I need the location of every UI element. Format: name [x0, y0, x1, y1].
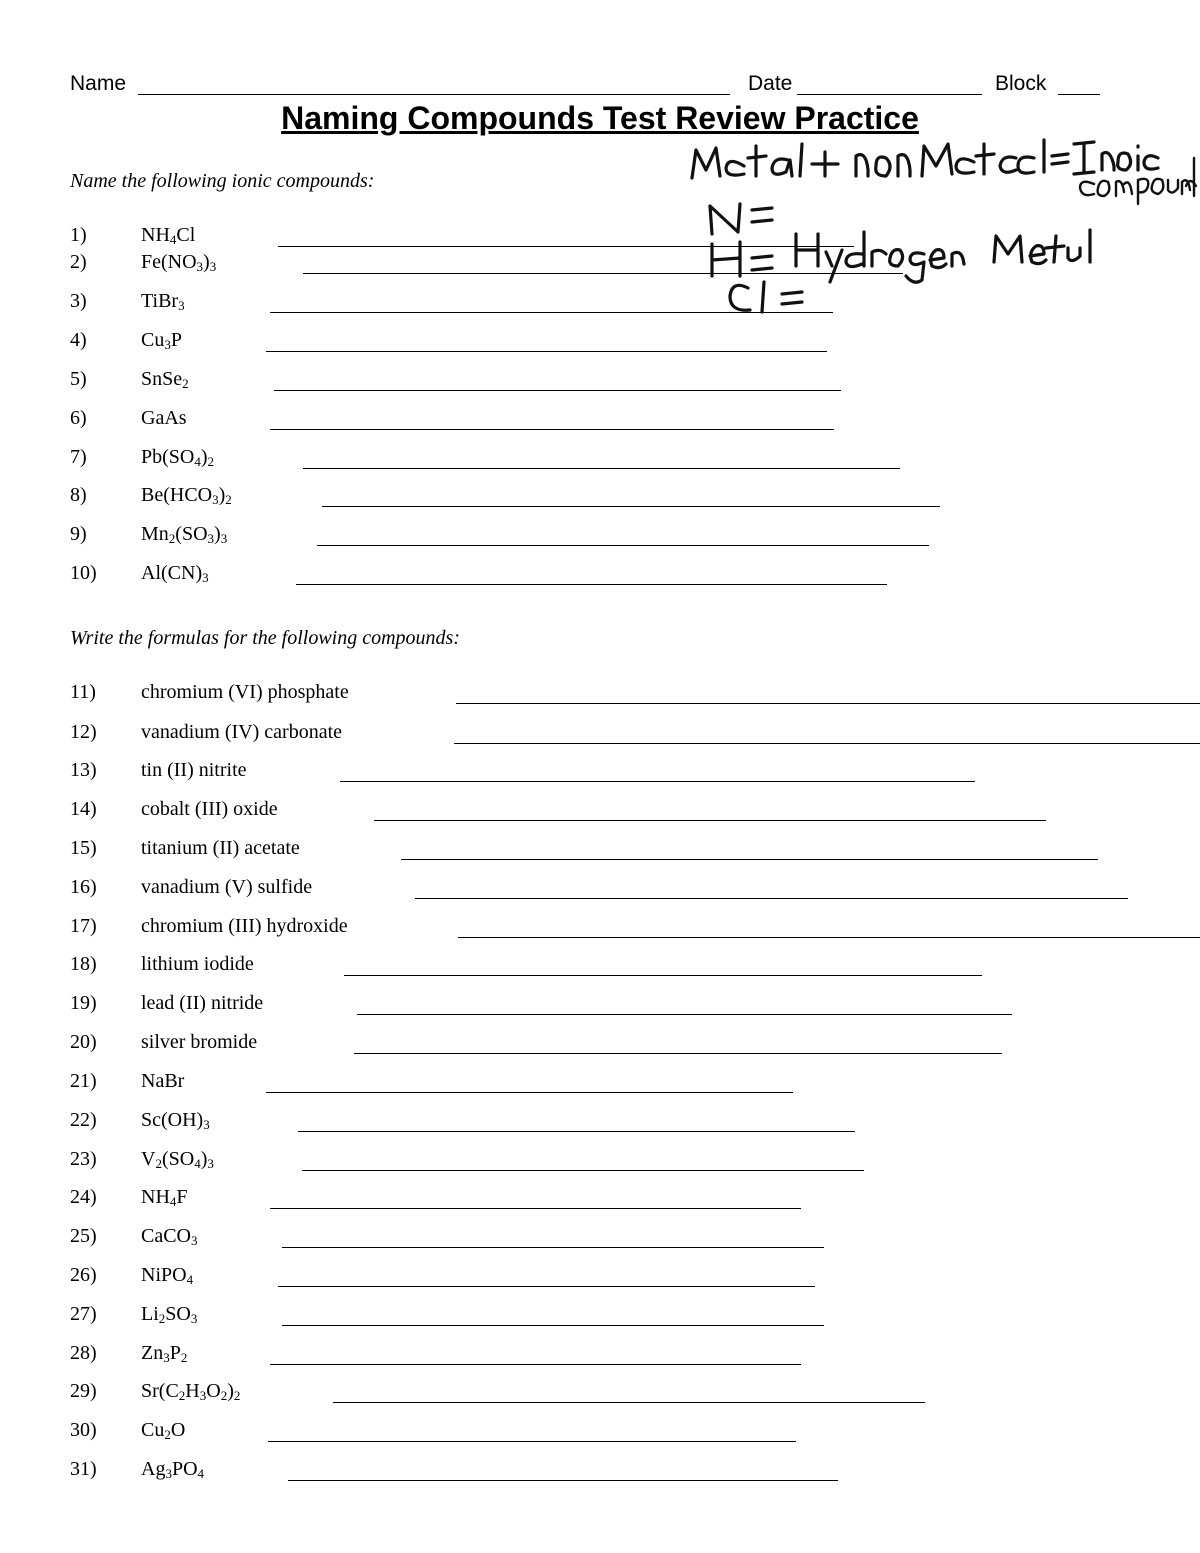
item-compound: titanium (II) acetate — [141, 837, 300, 859]
item-number: 4) — [70, 329, 87, 351]
answer-blank[interactable] — [274, 390, 841, 391]
answer-blank[interactable] — [288, 1480, 838, 1481]
handwriting-ionic-rule — [692, 140, 1158, 178]
handwriting-h — [712, 230, 1090, 282]
item-number: 13) — [70, 759, 97, 781]
item-number: 9) — [70, 523, 87, 545]
item-number: 19) — [70, 992, 97, 1014]
answer-blank[interactable] — [357, 1014, 1012, 1015]
item-compound: cobalt (III) oxide — [141, 798, 278, 820]
date-field[interactable] — [797, 94, 982, 95]
item-number: 20) — [70, 1031, 97, 1053]
item-compound: lead (II) nitride — [141, 992, 264, 1014]
answer-blank[interactable] — [458, 937, 1200, 938]
answer-blank[interactable] — [268, 1441, 796, 1442]
item-compound: $Mn_2(SO_3)_3$ — [141, 523, 228, 546]
handwriting-compound — [1080, 158, 1196, 204]
item-compound: vanadium (V) sulfide — [141, 876, 313, 898]
item-compound: CaCO$_3$ — [141, 1225, 198, 1248]
item-number: 16) — [70, 876, 97, 898]
answer-blank[interactable] — [344, 975, 982, 976]
block-label: Block — [995, 72, 1047, 95]
answer-blank[interactable] — [401, 859, 1098, 860]
item-number: 5) — [70, 368, 87, 390]
answer-blank[interactable] — [282, 1247, 824, 1248]
item-number: 18) — [70, 953, 97, 975]
item-number: 25) — [70, 1225, 97, 1247]
item-number: 29) — [70, 1380, 97, 1402]
item-compound: silver bromide — [141, 1031, 258, 1053]
item-number: 23) — [70, 1148, 97, 1170]
item-compound: $Li_2SO_3$ — [141, 1303, 198, 1326]
item-number: 30) — [70, 1419, 97, 1441]
item-compound: TiBr$_3$ — [141, 290, 185, 313]
item-number: 3) — [70, 290, 87, 312]
answer-blank[interactable] — [415, 898, 1128, 899]
answer-blank[interactable] — [270, 312, 833, 313]
item-compound: NiPO$_4$ — [141, 1264, 194, 1287]
item-number: 27) — [70, 1303, 97, 1325]
item-number: 2) — [70, 251, 87, 273]
item-number: 22) — [70, 1109, 97, 1131]
answer-blank[interactable] — [266, 1092, 793, 1093]
item-compound: $Sc(OH)_3$ — [141, 1109, 210, 1132]
handwriting-cl — [730, 282, 802, 312]
item-compound: lithium iodide — [141, 953, 254, 975]
section2-instruction: Write the formulas for the following compounds: — [70, 627, 460, 649]
answer-blank[interactable] — [270, 1364, 801, 1365]
item-compound: $Zn_3P_2$ — [141, 1342, 188, 1365]
page-title: Naming Compounds Test Review Practice — [281, 100, 919, 136]
name-field[interactable] — [138, 94, 730, 95]
item-compound: $Cu_2O$ — [141, 1419, 186, 1442]
item-number: 17) — [70, 915, 97, 937]
answer-blank[interactable] — [296, 584, 887, 585]
item-compound: $Pb(SO_4)_2$ — [141, 446, 215, 469]
item-compound: chromium (VI) phosphate — [141, 681, 349, 703]
answer-blank[interactable] — [374, 820, 1046, 821]
answer-blank[interactable] — [298, 1131, 855, 1132]
item-compound: $NH_4Cl$ — [141, 224, 196, 247]
item-number: 24) — [70, 1186, 97, 1208]
date-label: Date — [748, 72, 793, 95]
answer-blank[interactable] — [322, 506, 940, 507]
item-number: 14) — [70, 798, 97, 820]
item-number: 31) — [70, 1458, 97, 1480]
item-compound: tin (II) nitrite — [141, 759, 247, 781]
section1-instruction: Name the following ionic compounds: — [70, 170, 375, 192]
item-number: 21) — [70, 1070, 97, 1092]
item-number: 11) — [70, 681, 96, 703]
block-field[interactable] — [1058, 94, 1100, 95]
answer-blank[interactable] — [340, 781, 975, 782]
answer-blank[interactable] — [456, 703, 1200, 704]
item-compound: $Ag_3PO_4$ — [141, 1458, 205, 1481]
answer-blank[interactable] — [270, 1208, 801, 1209]
item-number: 8) — [70, 484, 87, 506]
item-number: 15) — [70, 837, 97, 859]
item-number: 6) — [70, 407, 87, 429]
item-number: 10) — [70, 562, 97, 584]
item-number: 7) — [70, 446, 87, 468]
answer-blank[interactable] — [333, 1402, 925, 1403]
item-compound: vanadium (IV) carbonate — [141, 721, 343, 743]
answer-blank[interactable] — [278, 246, 854, 247]
item-compound: $NH_4F$ — [141, 1186, 188, 1209]
item-compound: $Sr(C_2H_3O_2)_2$ — [141, 1380, 241, 1403]
name-label: Name — [70, 72, 127, 95]
item-number: 12) — [70, 721, 97, 743]
answer-blank[interactable] — [266, 351, 827, 352]
item-compound: GaAs — [141, 407, 187, 429]
item-compound: $Al(CN)_3$ — [141, 562, 209, 585]
item-compound: SnSe$_2$ — [141, 368, 189, 391]
handwriting-n — [710, 204, 772, 234]
item-number: 28) — [70, 1342, 97, 1364]
answer-blank[interactable] — [454, 743, 1200, 744]
item-number: 26) — [70, 1264, 97, 1286]
item-compound: $Be(HCO_3)_2$ — [141, 484, 232, 507]
item-compound: $V_2(SO_4)_3$ — [141, 1148, 214, 1171]
header-row — [70, 72, 1110, 102]
answer-blank[interactable] — [278, 1286, 815, 1287]
item-compound: NaBr — [141, 1070, 185, 1092]
answer-blank[interactable] — [354, 1053, 1002, 1054]
item-compound: $Cu_3P$ — [141, 329, 182, 352]
item-compound: $Fe(NO_3)_3$ — [141, 251, 217, 274]
answer-blank[interactable] — [303, 273, 903, 274]
answer-blank[interactable] — [282, 1325, 824, 1326]
item-compound: chromium (III) hydroxide — [141, 915, 348, 937]
answer-blank[interactable] — [317, 545, 929, 546]
item-number: 1) — [70, 224, 87, 246]
answer-blank[interactable] — [302, 1170, 864, 1171]
answer-blank[interactable] — [270, 429, 834, 430]
answer-blank[interactable] — [303, 468, 900, 469]
